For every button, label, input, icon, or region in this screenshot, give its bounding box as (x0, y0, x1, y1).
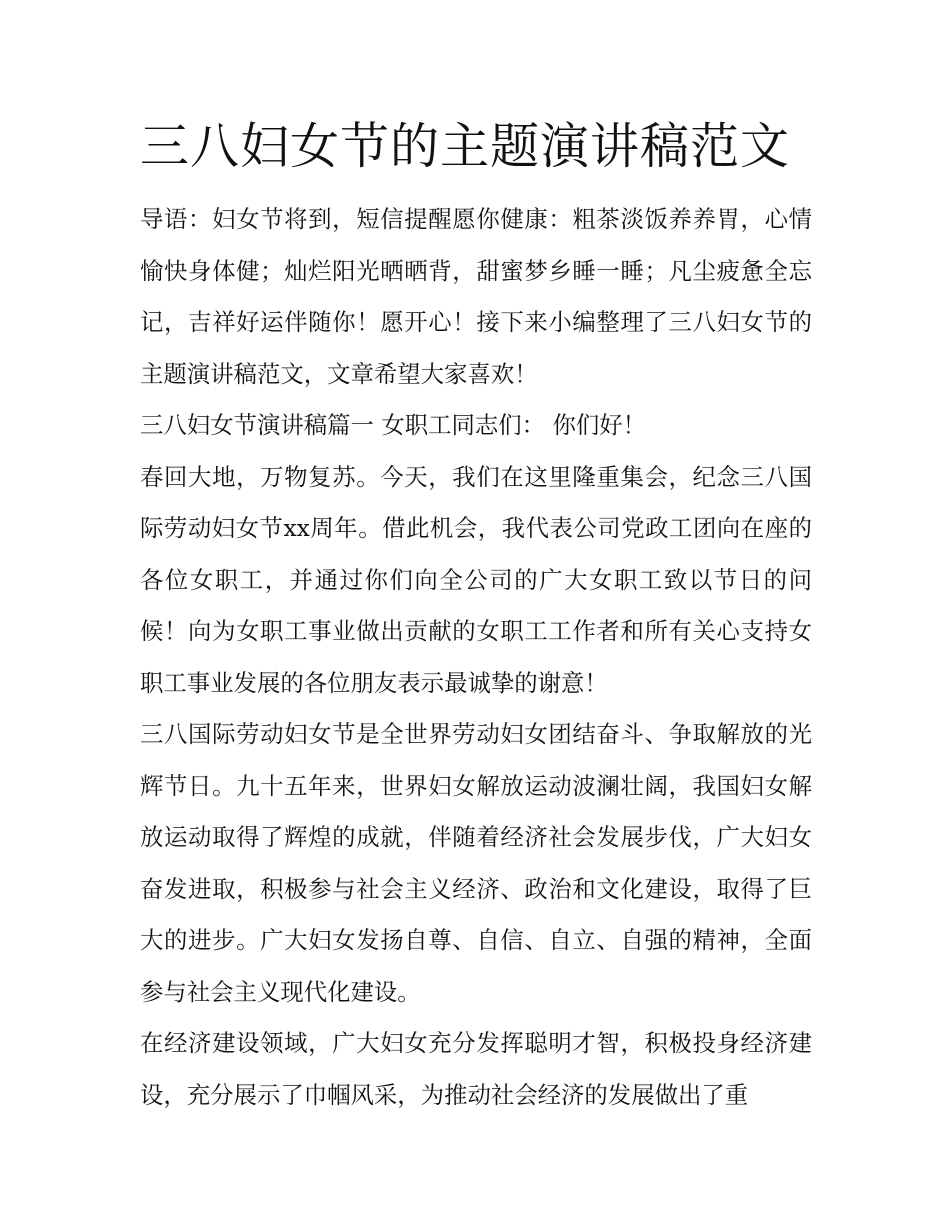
paragraph-history: 三八国际劳动妇女节是全世界劳动妇女团结奋斗、争取解放的光辉节日。九十五年来，世界妇女解放运动波澜壮阔，我国妇女解放运动取得了辉煌的成就，伴随着经济社会发展步伐，广大妇女奋发进取，积极参与社会主义经济、政治和文化建设，取得了巨大的进步。广大妇女发扬自尊、自信、自立、自强的精神，全面参与社会主义现代化建设。 (140, 720, 812, 1006)
document-title: 三八妇女节的主题演讲稿范文 (140, 118, 791, 175)
paragraph-intro: 导语：妇女节将到，短信提醒愿你健康：粗茶淡饭养养胃，心情愉快身体健；灿烂阳光晒晒背，甜蜜梦乡睡一睡；凡尘疲惫全忘记，吉祥好运伴随你！愿开心！接下来小编整理了三八妇女节的主题演讲稿范文，文章希望大家喜欢！ (140, 205, 812, 388)
paragraph-opening: 春回大地，万物复苏。今天，我们在这里隆重集会，纪念三八国际劳动妇女节xx周年。借此机会，我代表公司党政工团向在座的各位女职工，并通过你们向全公司的广大女职工致以节日的问候！向为女职工事业做出贡献的女职工工作者和所有关心支持女职工事业发展的各位朋友表示最诚挚的谢意！ (140, 462, 812, 697)
paragraph-economy: 在经济建设领域，广大妇女充分发挥聪明才智，积极投身经济建设，充分展示了巾帼风采，为推动社会经济的发展做出了重 (140, 1029, 812, 1109)
paragraph-salutation: 三八妇女节演讲稿篇一 女职工同志们： 你们好！ (140, 411, 647, 439)
document-page (140, 112, 812, 1121)
